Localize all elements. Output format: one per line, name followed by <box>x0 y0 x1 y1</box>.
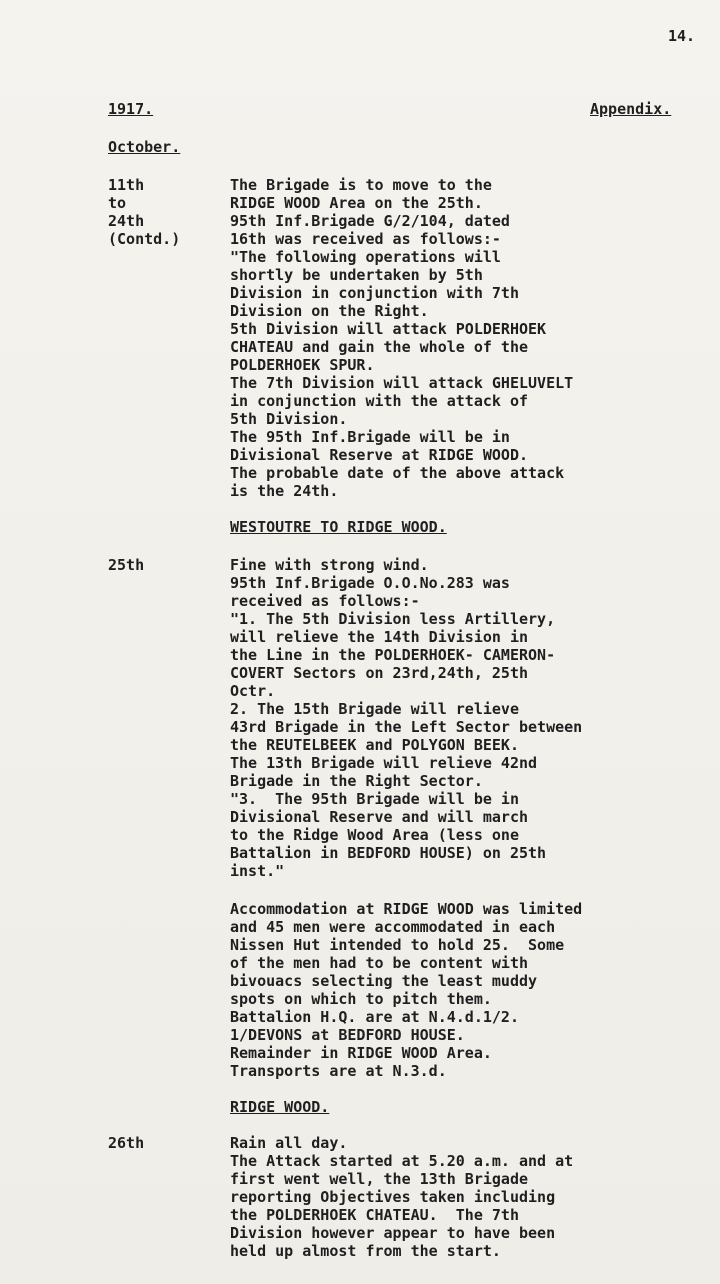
entry-text-25th-accommodation: Accommodation at RIDGE WOOD was limited and 45 men were accommodated in each Nissen Hut intended to hold 25. Some of the men had to be content with bivouacs selecting the least muddy spots on which to pitch them. Battalion H.Q. are at N.4.d.1/2. 1/DEVONS at BEDFORD HOUSE. Remainder in RIDGE WOOD Area. Transports are at N.3.d. <box>230 900 583 1080</box>
section-heading-westoutre: WESTOUTRE TO RIDGE WOOD. <box>230 518 447 536</box>
entry-text-26th: Rain all day. The Attack started at 5.20 a.m. and at first went well, the 13th Brigade reporting Objectives taken including the POLDERHOEK CHATEAU. The 7th Division however appear to have been held up almost from the start. <box>230 1134 574 1260</box>
entry-date-25th: 25th <box>108 556 145 574</box>
entry-date-11th-24th: 11th to 24th (Contd.) <box>108 176 181 248</box>
appendix-heading: Appendix. <box>590 100 672 118</box>
entry-date-26th: 26th <box>108 1134 145 1152</box>
entry-text-25th: Fine with strong wind. 95th Inf.Brigade O.O.No.283 was received as follows:- "1. The 5th Division less Artillery, will relieve the 14th Division in the Line in the POLDERHOEK- CAMERON- COVERT Sectors on 23rd,24th, 25th Octr. 2. The 15th Brigade will relieve 43rd Brigade in the Left Sector between the REUTELBEEK and POLYGON BEEK. The 13th Brigade will relieve 42nd Brigade in the Right Sector. "3. The 95th Brigade will be in Divisional Reserve and will march to the Ridge Wood Area (less one Battalion in BEDFORD HOUSE) on 25th inst." <box>230 556 583 880</box>
page-number: 14. <box>668 27 696 45</box>
month-heading: October. <box>108 138 181 156</box>
section-heading-ridge-wood: RIDGE WOOD. <box>230 1098 330 1116</box>
entry-text-11th-24th: The Brigade is to move to the RIDGE WOOD Area on the 25th. 95th Inf.Brigade G/2/104, dated 16th was received as follows:- "The following operations will shortly be undertaken by 5th Division in conjunction with 7th Division on the Right. 5th Division will attack POLDERHOEK CHATEAU and gain the whole of the POLDERHOEK SPUR. The 7th Division will attack GHELUVELT in conjunction with the attack of 5th Division. The 95th Inf.Brigade will be in Divisional Reserve at RIDGE WOOD. The probable date of the above attack is the 24th. <box>230 176 574 500</box>
year-heading: 1917. <box>108 100 154 118</box>
